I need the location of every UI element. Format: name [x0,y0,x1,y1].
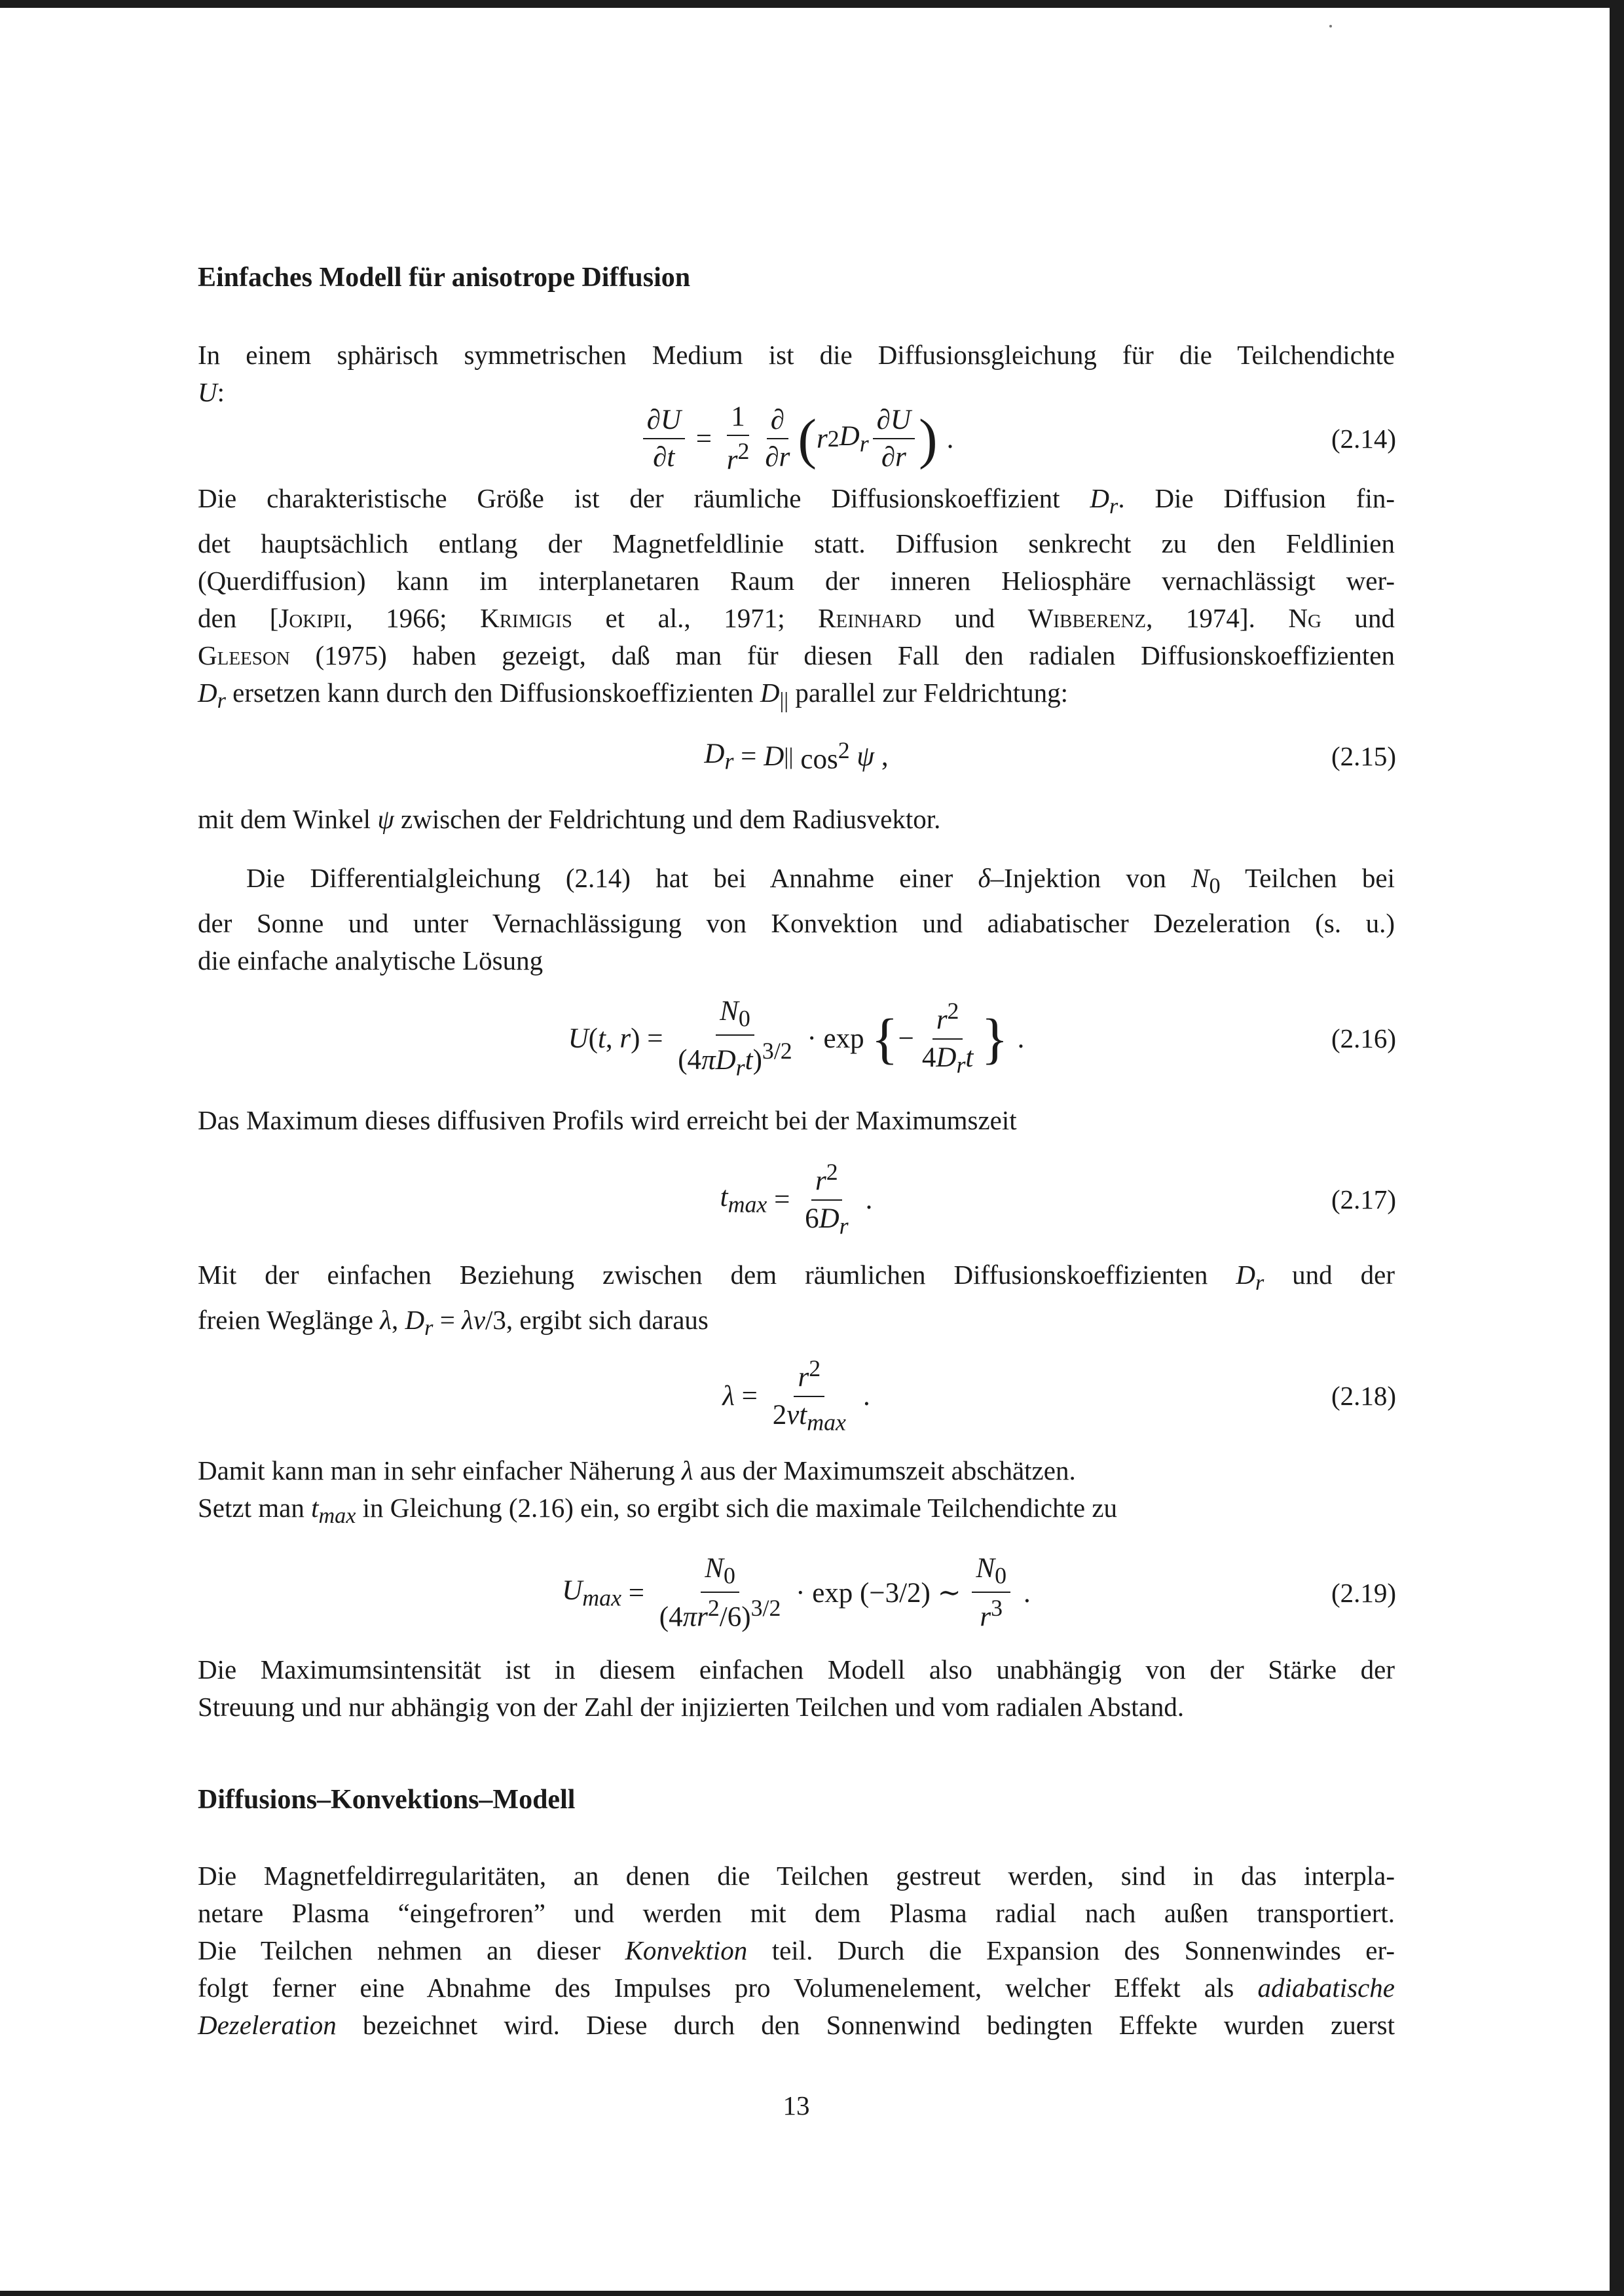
equation-2-14 [198,399,1395,478]
text-line: die einfache analytische Lösung [198,945,544,976]
text-line: In einem sphärisch symmetrischen Medium ist die Diffusionsgleichung für die Teilchendichte [198,340,1395,370]
equation-2-17 [198,1160,1395,1239]
text-line: den [Jokipii, 1966; Krimigis et al., 1971; Reinhard und Wibberenz, 1974]. Ng und [198,603,1395,634]
equation-number: (2.14) [1331,424,1396,454]
equation-number: (2.18) [1331,1381,1396,1411]
equation-formula: $\frac{\partial U}{\partial t}$ = $\frac{1}{r^2}$ $\frac{\partial}{\partial r}$ ( r 2 $D_r$ $\frac{\partial U}{\partial r}$ ) . [198,399,1395,478]
text-line: Die Teilchen nehmen an dieser Konvektion teil. Durch die Expansion des Sonnenwindes er- [198,1935,1395,1965]
text-line: Dezeleration bezeichnet wird. Diese durch den Sonnenwind bedingten Effekte wurden zuerst [198,2010,1395,2040]
text-line: Mit der einfachen Beziehung zwischen dem räumlichen Diffusionskoeffizienten $D_r$ und der [198,1260,1395,1296]
equation-formula: $t_{max}$ = $\frac{r^2}{6D_r}$ . [720,1159,873,1239]
text-line: Setzt man $t_{max}$ in Gleichung (2.16) ein, so ergibt sich die maximale Teilchendichte zu [198,1493,1118,1529]
text-line: der Sonne und unter Vernachlässigung von Konvektion und adiabatischer Dezeleration (s. u.) [198,908,1395,939]
paragraph-mean-free-path [198,1256,1395,1347]
text-line: Die Magnetfeldirregularitäten, an denen die Teilchen gestreut werden, sind in das interpla- [198,1861,1395,1891]
text-line: Das Maximum dieses diffusiven Profils wird erreicht bei der Maximumszeit [198,1105,1017,1135]
paragraph-angle [198,801,1395,838]
section-heading-anisotropic-diffusion: Einfaches Modell für anisotrope Diffusion [198,263,691,293]
page-number: 13 [783,2090,810,2121]
text-line: Gleeson (1975) haben gezeigt, daß man für diesen Fall den radialen Diffusionskoeffizienten [198,640,1395,671]
equation-2-19 [198,1554,1395,1632]
text-line: (Querdiffusion) kann im interplanetaren Raum der inneren Heliosphäre vernachlässigt wer- [198,566,1395,596]
equation-formula: $U_{max}$ = $\frac{N_0}{(4\pi r^2/6)^{3/2}}$ · exp (−3/2) ∼ $\frac{N_0}{r^3}$ . [562,1553,1031,1633]
equation-formula: U ( t , r ) = $\frac{N_0}{(4\pi D_rt)^{3/2}}$ · exp { − $\frac{r^2}{4D_rt}$ } . [568,996,1025,1081]
equation-number: (2.17) [1331,1184,1396,1214]
text-line: U: [198,377,225,407]
paragraph-convection [198,1857,1395,2044]
equation-formula: λ = $\frac{r^2}{2vt_{max}}$ . [722,1355,870,1436]
text-line: Damit kann man in sehr einfacher Näherung λ aus der Maximumszeit abschätzen. [198,1455,1076,1485]
text-line: Streuung und nur abhängig von der Zahl der injizierten Teilchen und vom radialen Abstand. [198,1692,1185,1722]
text-line: netare Plasma “eingefroren” und werden mit dem Plasma radial nach außen transportiert. [198,1898,1395,1928]
paragraph-estimate [198,1452,1395,1535]
equation-2-18 [198,1357,1395,1435]
text-line: det hauptsächlich entlang der Magnetfeldlinie statt. Diffusion senkrecht zu den Feldlinien [198,528,1395,559]
equation-number: (2.15) [1331,741,1396,771]
equation-number: (2.16) [1331,1023,1396,1053]
section-heading-diffusion-convection: Diffusions–Konvektions–Modell [198,1785,576,1815]
paragraph-analytic-solution [198,860,1395,979]
text-line: folgt ferner eine Abnahme des Impulses pro Volumenelement, welcher Effekt als adiabatische [198,1973,1395,2003]
text-line: freien Weglänge λ, $D_r = \lambda v/3$, ergibt sich daraus [198,1305,709,1341]
paragraph-maximum-time [198,1102,1395,1139]
text-line: $D_r$ ersetzen kann durch den Diffusionskoeffizienten $D_{||}$ parallel zur Feldrichtung: [198,678,1069,714]
text-line: Die charakteristische Größe ist der räumliche Diffusionskoeffizient $D_r$. Die Diffusion fin- [198,483,1395,519]
equation-formula: $D_r$ = D || $\cos^2$ ψ , [704,737,889,775]
scan-top-border [0,0,1624,8]
text-line: Die Maximumsintensität ist in diesem einfachen Modell also unabhängig von der Stärke der [198,1654,1395,1685]
scan-right-border [1610,0,1624,2296]
scan-bottom-border [0,2291,1624,2296]
equation-2-15 [198,717,1395,795]
paragraph-diffusion-coefficient [198,480,1395,720]
equation-number: (2.19) [1331,1578,1396,1608]
paragraph-maximum-intensity [198,1651,1395,1726]
text-line: mit dem Winkel ψ zwischen der Feldrichtung und dem Radiusvektor. [198,804,941,834]
text-line: Die Differentialgleichung (2.14) hat bei Annahme einer δ–Injektion von $N_0$ Teilchen bei [246,863,1395,899]
equation-2-16 [198,996,1396,1081]
scan-speck [1329,25,1332,27]
